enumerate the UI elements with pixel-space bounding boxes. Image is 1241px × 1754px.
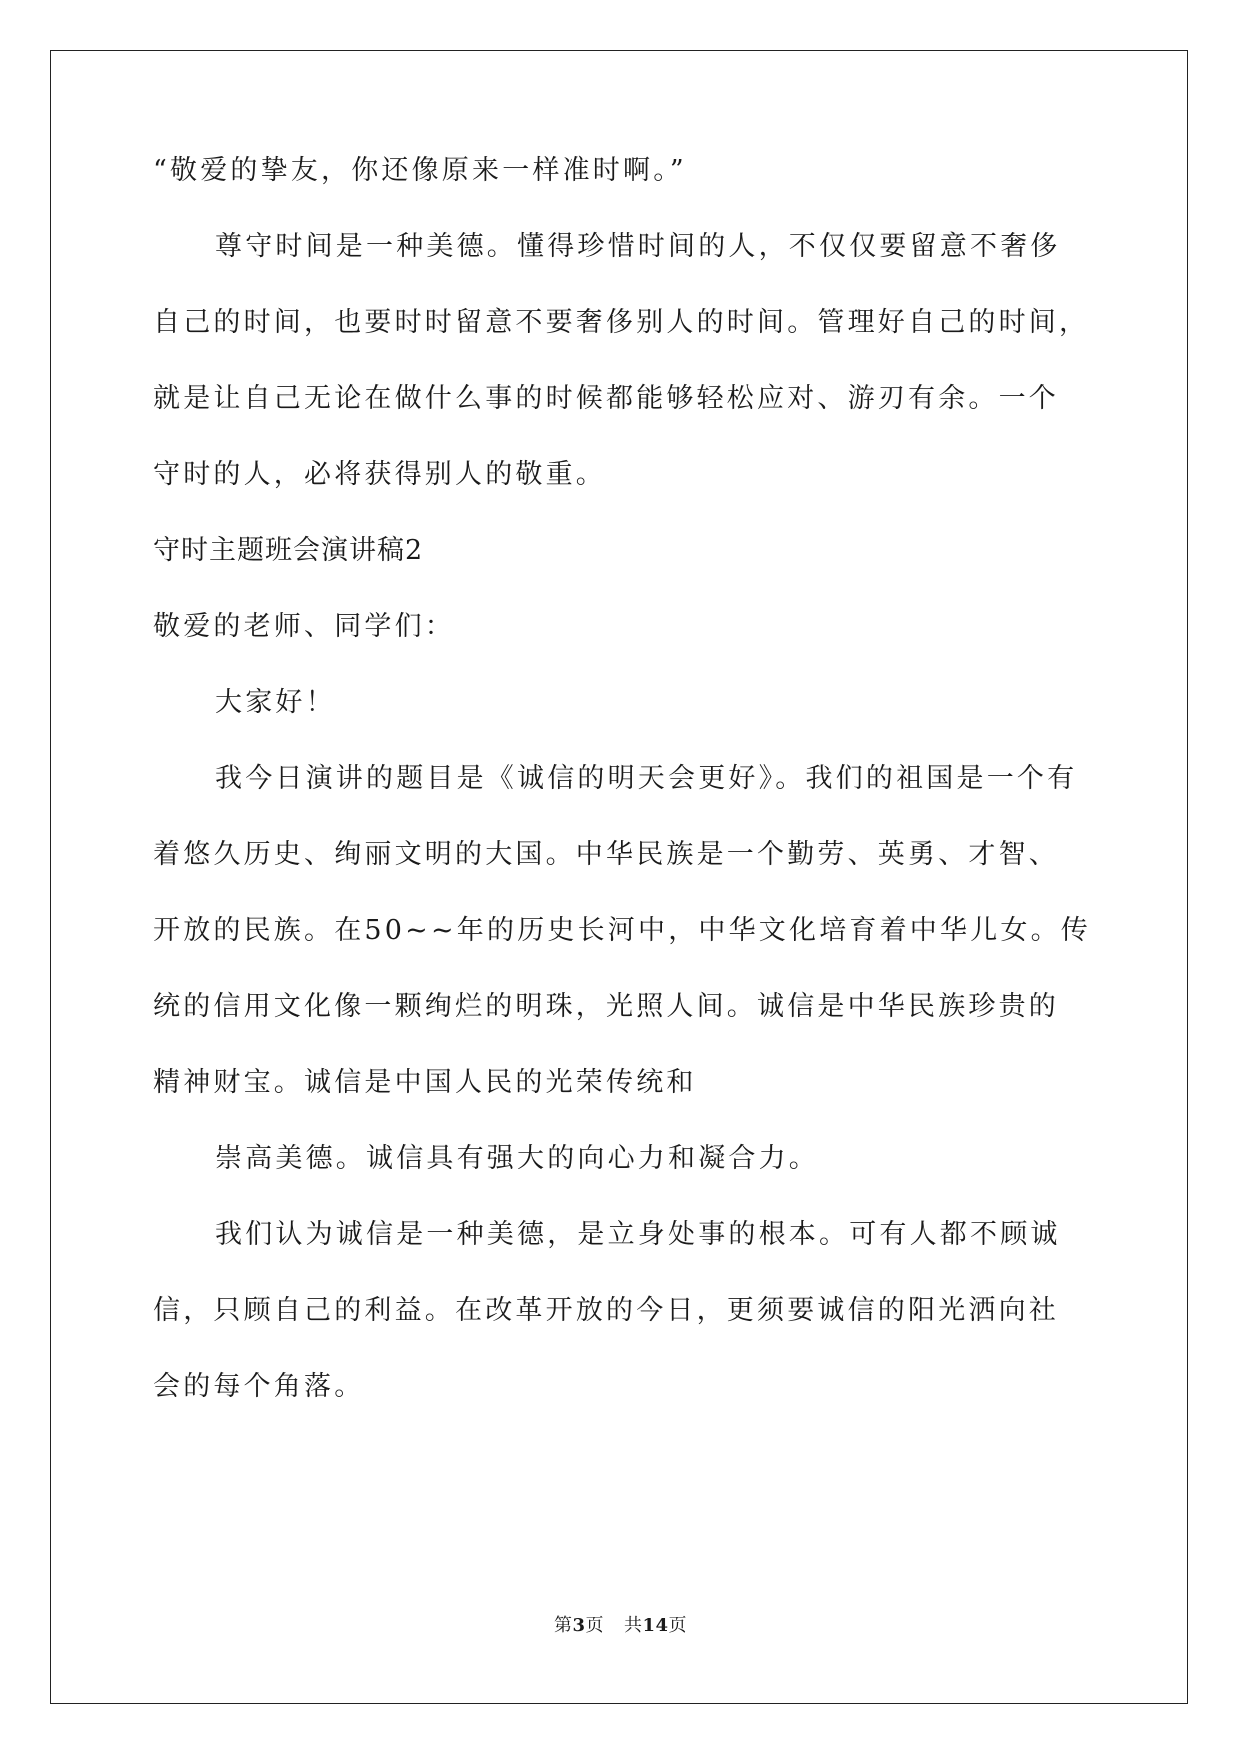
section-heading: 守时主题班会演讲稿2 <box>153 535 424 566</box>
text-line-17: 会的每个角落。 <box>153 1371 365 1402</box>
page-prefix: 第 <box>553 1615 573 1636</box>
text-line-2: 尊守时间是一种美德。懂得珍惜时间的人，不仅仅要留意不奢侈 <box>215 231 1061 262</box>
page-suffix: 页 <box>585 1615 604 1636</box>
text-line-9: 我今日演讲的题目是《诚信的明天会更好》。我们的祖国是一个有 <box>215 763 1078 794</box>
greeting: 大家好！ <box>215 687 336 718</box>
page-footer <box>0 1617 1241 1635</box>
text-line-16: 信，只顾自己的利益。在改革开放的今日，更须要诚信的阳光洒向社 <box>153 1295 1059 1326</box>
page-number: 3 <box>572 1615 586 1636</box>
total-pages: 14 <box>642 1615 669 1636</box>
total-prefix: 共 <box>623 1615 643 1636</box>
text-line-15: 我们认为诚信是一种美德，是立身处事的根本。可有人都不顾诚 <box>215 1219 1061 1250</box>
text-line-5: 守时的人，必将获得别人的敬重。 <box>153 459 606 490</box>
text-line-13: 精神财宝。诚信是中国人民的光荣传统和 <box>153 1067 697 1098</box>
text-line-11: 开放的民族。在50~~年的历史长河中，中华文化培育着中华儿女。传 <box>153 915 1092 946</box>
text-line-10: 着悠久历史、绚丽文明的大国。中华民族是一个勤劳、英勇、才智、 <box>153 839 1059 870</box>
text-line-12: 统的信用文化像一颗绚烂的明珠，光照人间。诚信是中华民族珍贵的 <box>153 991 1059 1022</box>
text-line-3: 自己的时间，也要时时留意不要奢侈别人的时间。管理好自己的时间， <box>153 307 1090 338</box>
salutation: 敬爱的老师、同学们： <box>153 611 455 642</box>
text-line-4: 就是让自己无论在做什么事的时候都能够轻松应对、游刃有余。一个 <box>153 383 1059 414</box>
text-line-14: 崇高美德。诚信具有强大的向心力和凝合力。 <box>215 1143 819 1174</box>
total-suffix: 页 <box>668 1615 688 1636</box>
page-border <box>50 50 1188 1704</box>
text-line-1: “敬爱的挚友，你还像原来一样准时啊。” <box>153 155 687 186</box>
